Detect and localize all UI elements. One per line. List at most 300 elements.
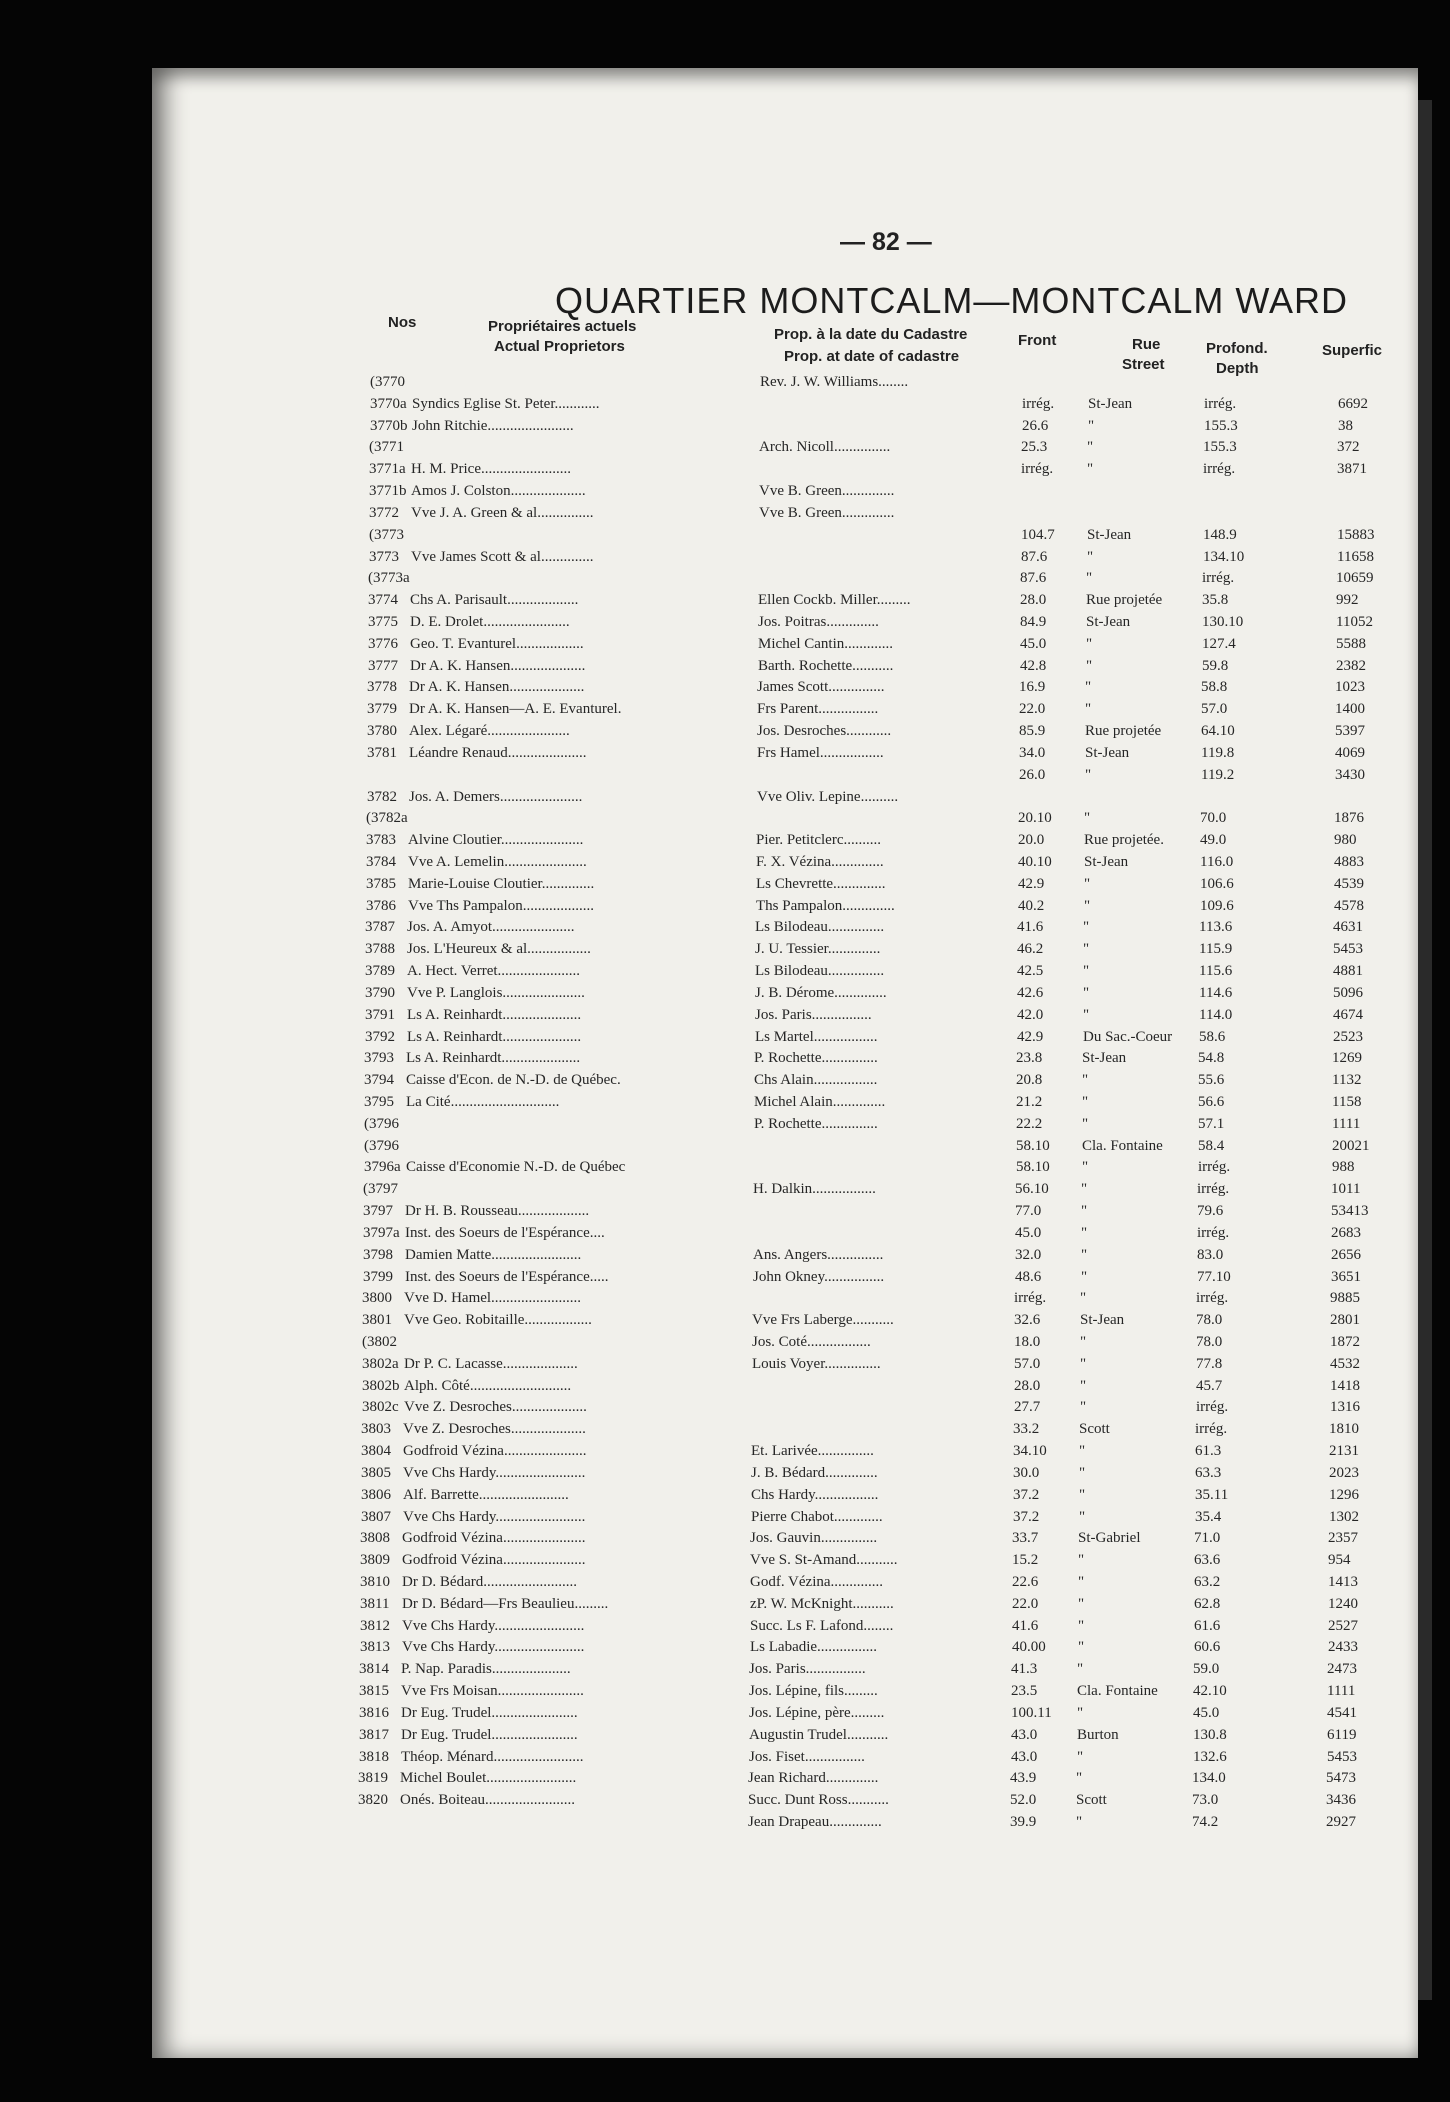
cell-rue: " xyxy=(1087,548,1094,565)
cell-rue: Scott xyxy=(1079,1421,1110,1438)
table-row xyxy=(353,1223,1393,1244)
cell-cad: H. Dalkin................. xyxy=(753,1181,876,1198)
cell-sup: 1418 xyxy=(1330,1377,1360,1394)
cell-name: Inst. des Soeurs de l'Espérance.... xyxy=(405,1224,605,1241)
cell-nos: 3777 xyxy=(368,657,398,674)
cell-depth: 114.0 xyxy=(1199,1006,1233,1023)
cell-front: 22.0 xyxy=(1012,1595,1039,1612)
cell-nos: 3785 xyxy=(366,875,396,892)
cell-depth: 62.8 xyxy=(1194,1595,1221,1612)
cell-cad: Jean Drapeau.............. xyxy=(748,1814,882,1830)
cell-nos: 3814 xyxy=(359,1661,389,1678)
cell-nos: 3813 xyxy=(360,1639,390,1656)
cell-name: Vve Z. Desroches.................... xyxy=(403,1421,586,1438)
cell-cad: Et. Larivée............... xyxy=(751,1443,874,1460)
cell-front: 43.0 xyxy=(1011,1726,1038,1743)
cell-nos: 3784 xyxy=(366,854,396,870)
cell-rue: " xyxy=(1084,810,1091,827)
cell-depth: 77.10 xyxy=(1197,1268,1231,1285)
cell-name: Michel Boulet........................ xyxy=(400,1770,577,1787)
cell-front: 84.9 xyxy=(1020,614,1047,630)
cell-name: Vve Chs Hardy........................ xyxy=(403,1508,586,1525)
cell-rue: " xyxy=(1082,1115,1089,1132)
cell-rue: " xyxy=(1081,1246,1088,1263)
table-row xyxy=(351,1507,1391,1528)
cell-rue: " xyxy=(1078,1639,1085,1656)
cell-sup: 1111 xyxy=(1332,1115,1361,1132)
cell-rue: St-Jean xyxy=(1080,1312,1125,1329)
cell-rue: St-Jean xyxy=(1088,395,1133,412)
cell-front: 40.2 xyxy=(1018,897,1045,914)
cell-front: 34.10 xyxy=(1013,1443,1047,1460)
cell-rue: Du Sac.-Coeur xyxy=(1083,1028,1173,1045)
cell-depth: 74.2 xyxy=(1192,1814,1219,1830)
cell-depth: 59.8 xyxy=(1202,657,1229,674)
cell-front: 18.0 xyxy=(1014,1334,1041,1350)
cell-nos: 3770b xyxy=(370,417,408,434)
header-rue-fr: Rue xyxy=(1132,336,1161,353)
cell-nos: (3773a xyxy=(368,570,410,587)
cell-rue: " xyxy=(1077,1661,1084,1678)
cell-nos: 3793 xyxy=(364,1050,394,1067)
cell-name: Vve Z. Desroches.................... xyxy=(404,1399,587,1416)
table-row xyxy=(352,1288,1392,1309)
cell-depth: 130.8 xyxy=(1193,1726,1227,1743)
table-row xyxy=(351,1441,1391,1462)
cell-front: 26.0 xyxy=(1019,766,1046,783)
cell-sup: 20021 xyxy=(1332,1137,1370,1154)
cell-name: D. E. Drolet....................... xyxy=(410,614,570,630)
cell-front: 43.9 xyxy=(1010,1770,1037,1787)
table-row xyxy=(353,1201,1393,1222)
cell-front: 33.7 xyxy=(1012,1530,1039,1547)
cell-cad: Jean Richard.............. xyxy=(748,1770,879,1787)
cell-name: Amos J. Colston.................... xyxy=(411,483,586,500)
cell-cad: Jos. Poitras.............. xyxy=(758,614,879,630)
cell-front: 32.6 xyxy=(1014,1312,1041,1329)
cell-rue: St-Jean xyxy=(1084,854,1129,870)
table-row xyxy=(358,590,1398,611)
cell-name: Damien Matte........................ xyxy=(405,1246,582,1263)
cell-sup: 5453 xyxy=(1327,1748,1357,1765)
cell-cad: Jos. Desroches............ xyxy=(757,723,892,740)
cell-name: Dr A. K. Hansen.................... xyxy=(409,679,585,696)
table-row xyxy=(359,459,1399,480)
cell-name: Vve A. Lemelin...................... xyxy=(408,854,587,870)
table-row xyxy=(350,1528,1390,1549)
cell-name: Alf. Barrette........................ xyxy=(403,1486,569,1503)
cell-depth: 45.0 xyxy=(1193,1704,1220,1721)
cell-sup: 1240 xyxy=(1328,1595,1358,1612)
cell-nos: 3802b xyxy=(362,1377,400,1394)
cell-front: 16.9 xyxy=(1019,679,1046,696)
table-row xyxy=(349,1725,1389,1746)
cell-rue: " xyxy=(1083,963,1090,980)
cell-depth: 58.4 xyxy=(1198,1137,1225,1154)
page-edge xyxy=(1418,100,1432,2000)
cell-cad: Vve Frs Laberge........... xyxy=(752,1312,894,1329)
cell-rue: " xyxy=(1081,1268,1088,1285)
cell-rue: Rue projetée xyxy=(1085,723,1162,740)
cell-front: 104.7 xyxy=(1021,526,1055,543)
cell-sup: 4881 xyxy=(1333,963,1363,980)
cell-cad: Vve B. Green.............. xyxy=(759,483,895,500)
cell-front: 85.9 xyxy=(1019,723,1046,740)
table-row xyxy=(355,983,1395,1004)
cell-sup: 4883 xyxy=(1334,854,1364,870)
cell-nos: 3772 xyxy=(369,504,399,521)
cell-sup: 15883 xyxy=(1337,526,1375,543)
cell-sup: 4578 xyxy=(1334,897,1364,914)
cell-nos: 3805 xyxy=(361,1464,391,1481)
cell-rue: " xyxy=(1078,1595,1085,1612)
table-row xyxy=(356,874,1396,895)
table-row xyxy=(356,830,1396,851)
cell-nos: (3802 xyxy=(362,1334,397,1350)
cell-front: 48.6 xyxy=(1015,1268,1042,1285)
cell-sup: 38 xyxy=(1338,417,1353,434)
cell-depth: 63.2 xyxy=(1194,1574,1221,1590)
cell-sup: 988 xyxy=(1332,1159,1355,1176)
cell-cad: Frs Parent................ xyxy=(757,701,879,718)
cell-nos: 3770a xyxy=(370,395,407,412)
table-row xyxy=(352,1397,1392,1418)
cell-sup: 1302 xyxy=(1329,1508,1359,1525)
cell-sup: 9885 xyxy=(1330,1290,1360,1307)
cell-nos: 3807 xyxy=(361,1508,391,1525)
cell-depth: 49.0 xyxy=(1200,832,1227,849)
cell-cad: Jos. Gauvin............... xyxy=(750,1530,878,1547)
table-row xyxy=(351,1485,1391,1506)
cell-front: 40.00 xyxy=(1012,1639,1046,1656)
cell-front: irrég. xyxy=(1021,461,1054,478)
cell-name: Vve Geo. Robitaille.................. xyxy=(404,1312,592,1329)
cell-nos: 3783 xyxy=(366,832,396,849)
cell-depth: 83.0 xyxy=(1197,1246,1224,1263)
cell-rue: " xyxy=(1086,635,1093,652)
cell-rue: Cla. Fontaine xyxy=(1082,1137,1163,1154)
cell-nos: 3802c xyxy=(362,1399,399,1416)
table-row xyxy=(349,1747,1389,1768)
cell-depth: 132.6 xyxy=(1193,1748,1227,1765)
cell-nos: 3789 xyxy=(365,963,395,980)
cell-depth: 155.3 xyxy=(1204,417,1238,434)
cell-rue: Rue projetée. xyxy=(1084,832,1164,849)
cell-rue: " xyxy=(1080,1399,1087,1416)
cell-rue: " xyxy=(1081,1203,1088,1220)
cell-nos: 3786 xyxy=(366,897,396,914)
cell-nos: 3799 xyxy=(363,1268,393,1285)
table-row xyxy=(350,1637,1390,1658)
cell-depth: irrég. xyxy=(1202,570,1235,587)
cell-nos: 3794 xyxy=(364,1072,394,1089)
cell-depth: 130.10 xyxy=(1202,614,1244,630)
cell-front: 43.0 xyxy=(1011,1748,1038,1765)
cell-name: Vve Chs Hardy........................ xyxy=(403,1464,586,1481)
cell-front: 28.0 xyxy=(1020,592,1047,609)
cell-name: Vve James Scott & al.............. xyxy=(411,548,594,565)
cell-cad: James Scott............... xyxy=(757,679,885,696)
cell-rue: " xyxy=(1078,1617,1085,1634)
table-row xyxy=(350,1616,1390,1637)
cell-front: 30.0 xyxy=(1013,1464,1040,1481)
table-row xyxy=(356,896,1396,917)
cell-cad: F. X. Vézina.............. xyxy=(756,854,884,870)
cell-cad: Ls Bilodeau............... xyxy=(755,919,885,936)
cell-front: 58.10 xyxy=(1016,1137,1050,1154)
table-row xyxy=(354,1114,1394,1135)
cell-depth: 114.6 xyxy=(1199,984,1233,1001)
cell-depth: 42.10 xyxy=(1193,1683,1227,1700)
cell-front: 42.5 xyxy=(1017,963,1044,980)
cell-cad: Louis Voyer............... xyxy=(752,1355,881,1372)
table-row xyxy=(357,765,1397,786)
cell-cad: Rev. J. W. Williams........ xyxy=(760,374,909,390)
cell-name: Dr D. Bédard......................... xyxy=(402,1574,577,1590)
cell-depth: 113.6 xyxy=(1199,919,1233,936)
cell-name: Vve Chs Hardy........................ xyxy=(402,1639,585,1656)
cell-front: 39.9 xyxy=(1010,1814,1037,1830)
cell-name: Vve J. A. Green & al............... xyxy=(411,504,594,521)
cell-sup: 372 xyxy=(1337,439,1360,456)
cell-name: Godfroid Vézina...................... xyxy=(403,1443,587,1460)
table-row xyxy=(357,721,1397,742)
cell-front: 27.7 xyxy=(1014,1399,1041,1416)
cell-rue: " xyxy=(1082,1094,1089,1110)
cell-sup: 4674 xyxy=(1333,1006,1363,1023)
table-row xyxy=(357,787,1397,808)
cell-cad: Vve B. Green.............. xyxy=(759,504,895,521)
table-row xyxy=(353,1267,1393,1288)
cell-cad: Frs Hamel................. xyxy=(757,744,884,761)
cell-rue: " xyxy=(1080,1290,1087,1307)
cell-front: 34.0 xyxy=(1019,744,1046,761)
cell-rue: " xyxy=(1080,1377,1087,1394)
cell-nos: 3779 xyxy=(367,701,397,718)
cell-nos: 3792 xyxy=(365,1028,395,1045)
cell-nos: 3787 xyxy=(365,919,395,936)
table-row xyxy=(360,372,1400,393)
cell-depth: 78.0 xyxy=(1196,1334,1223,1350)
cell-depth: irrég. xyxy=(1195,1421,1228,1438)
cell-cad: Arch. Nicoll............... xyxy=(759,439,891,456)
cell-rue: " xyxy=(1080,1355,1087,1372)
cell-sup: 1111 xyxy=(1327,1683,1356,1700)
cell-front: 46.2 xyxy=(1017,941,1044,958)
header-rue-en: Street xyxy=(1122,356,1165,373)
cell-depth: 148.9 xyxy=(1203,526,1237,543)
cell-nos: 3771a xyxy=(369,461,406,478)
cell-front: 40.10 xyxy=(1018,854,1052,870)
cell-nos: 3791 xyxy=(365,1006,395,1023)
cell-depth: 35.8 xyxy=(1202,592,1229,609)
cell-cad: Ths Pampalon.............. xyxy=(756,897,895,914)
cell-name: Ls A. Reinhardt..................... xyxy=(406,1050,581,1067)
cell-front: 23.5 xyxy=(1011,1683,1038,1700)
cell-sup: 10659 xyxy=(1336,570,1374,587)
cell-depth: 63.3 xyxy=(1195,1464,1222,1481)
cell-nos: 3801 xyxy=(362,1312,392,1329)
cell-cad: Jos. Paris................ xyxy=(749,1661,866,1678)
cell-name: A. Hect. Verret...................... xyxy=(407,963,581,980)
cell-depth: 115.9 xyxy=(1199,941,1233,958)
cell-nos: 3795 xyxy=(364,1094,394,1110)
cell-name: Chs A. Parisault................... xyxy=(410,592,579,609)
cell-rue: Scott xyxy=(1076,1792,1107,1809)
cell-front: 45.0 xyxy=(1020,635,1047,652)
table-row xyxy=(352,1354,1392,1375)
cell-depth: irrég. xyxy=(1196,1399,1229,1416)
cell-front: 42.6 xyxy=(1017,984,1044,1001)
cell-nos: 3816 xyxy=(359,1704,389,1721)
cell-sup: 2927 xyxy=(1326,1814,1356,1830)
cell-name: Vve Chs Hardy........................ xyxy=(402,1617,585,1634)
cell-name: La Cité............................. xyxy=(406,1094,560,1110)
table-row xyxy=(351,1463,1391,1484)
cell-name: Alex. Légaré...................... xyxy=(409,723,570,740)
cell-depth: 127.4 xyxy=(1202,635,1236,652)
cell-front: 20.0 xyxy=(1018,832,1045,849)
table-row xyxy=(359,503,1399,524)
cell-sup: 11052 xyxy=(1336,614,1373,630)
cell-nos: (3782a xyxy=(366,810,408,827)
cell-name: Jos. A. Amyot...................... xyxy=(407,919,575,936)
cell-rue: " xyxy=(1087,461,1094,478)
cell-rue: " xyxy=(1080,1334,1087,1350)
cell-depth: 63.6 xyxy=(1194,1552,1221,1569)
cell-name: Onés. Boiteau........................ xyxy=(400,1792,575,1809)
cell-front: irrég. xyxy=(1022,395,1055,412)
header-owner-en: Actual Proprietors xyxy=(494,338,625,355)
header-depth-fr: Profond. xyxy=(1206,340,1268,357)
cell-front: 52.0 xyxy=(1010,1792,1037,1809)
cell-depth: 109.6 xyxy=(1200,897,1234,914)
cell-sup: 2523 xyxy=(1333,1028,1363,1045)
cell-name: Dr Eug. Trudel....................... xyxy=(401,1704,578,1721)
cell-depth: 134.10 xyxy=(1203,548,1245,565)
cell-depth: 73.0 xyxy=(1192,1792,1219,1809)
cell-sup: 5473 xyxy=(1326,1770,1356,1787)
cell-nos: 3797a xyxy=(363,1224,400,1241)
cell-name: Ls A. Reinhardt..................... xyxy=(407,1028,582,1045)
cell-sup: 992 xyxy=(1336,592,1359,609)
cell-sup: 5397 xyxy=(1335,723,1365,740)
cell-nos: 3771b xyxy=(369,483,407,500)
cell-depth: irrég. xyxy=(1196,1290,1229,1307)
cell-cad: Barth. Rochette........... xyxy=(758,657,894,674)
cell-depth: irrég. xyxy=(1204,395,1237,412)
cell-rue: " xyxy=(1081,1181,1088,1198)
cell-rue: " xyxy=(1084,897,1091,914)
table-row xyxy=(349,1659,1389,1680)
cell-nos: 3778 xyxy=(367,679,397,696)
cell-nos: 3775 xyxy=(368,614,398,630)
cell-name: P. Nap. Paradis..................... xyxy=(401,1661,571,1678)
cell-rue: " xyxy=(1082,1159,1089,1176)
cell-nos: 3800 xyxy=(362,1290,392,1307)
cell-front: 41.3 xyxy=(1011,1661,1038,1678)
cell-rue: " xyxy=(1083,984,1090,1001)
cell-cad: Ls Chevrette.............. xyxy=(756,875,886,892)
cell-rue: " xyxy=(1076,1814,1083,1830)
cell-front: 100.11 xyxy=(1011,1704,1052,1721)
cell-sup: 1876 xyxy=(1334,810,1364,827)
cell-cad: P. Rochette............... xyxy=(754,1050,878,1067)
cell-depth: 70.0 xyxy=(1200,810,1227,827)
cell-front: 20.10 xyxy=(1018,810,1052,827)
cell-rue: " xyxy=(1077,1748,1084,1765)
cell-depth: 115.6 xyxy=(1199,963,1233,980)
table-row xyxy=(360,416,1400,437)
cell-nos: 3781 xyxy=(367,744,397,761)
header-owner-fr: Propriétaires actuels xyxy=(488,318,637,335)
cell-nos: (3770 xyxy=(370,374,405,390)
cell-cad: Chs Hardy................. xyxy=(751,1486,879,1503)
cell-name: Alph. Côté........................... xyxy=(404,1377,572,1394)
cell-depth: 55.6 xyxy=(1198,1072,1225,1089)
cell-nos: 3802a xyxy=(362,1355,399,1372)
cell-name: Dr P. C. Lacasse.................... xyxy=(404,1355,578,1372)
cell-name: Syndics Eglise St. Peter............ xyxy=(412,395,600,412)
cell-sup: 2433 xyxy=(1328,1639,1358,1656)
cell-rue: " xyxy=(1078,1552,1085,1569)
table-row xyxy=(357,677,1397,698)
cell-sup: 1158 xyxy=(1332,1094,1362,1110)
cell-cad: Jos. Paris................ xyxy=(755,1006,872,1023)
cell-cad: Chs Alain................. xyxy=(754,1072,878,1089)
cell-nos: 3815 xyxy=(359,1683,389,1700)
cell-rue: " xyxy=(1076,1770,1083,1787)
cell-nos: 3806 xyxy=(361,1486,391,1503)
cell-front: 15.2 xyxy=(1012,1552,1039,1569)
cell-nos: 3797 xyxy=(363,1203,393,1220)
cell-sup: 1023 xyxy=(1335,679,1365,696)
cell-rue: " xyxy=(1083,1006,1090,1023)
cell-front: 42.0 xyxy=(1017,1006,1044,1023)
cell-name: John Ritchie....................... xyxy=(412,417,574,434)
cell-rue: " xyxy=(1083,919,1090,936)
cell-name: Vve D. Hamel........................ xyxy=(404,1290,582,1307)
cell-front: 33.2 xyxy=(1013,1421,1040,1438)
cell-front: 25.3 xyxy=(1021,439,1048,456)
cell-depth: 58.8 xyxy=(1201,679,1228,696)
table-row xyxy=(350,1572,1390,1593)
cell-name: Dr A. K. Hansen.................... xyxy=(410,657,586,674)
table-row xyxy=(359,481,1399,502)
cell-rue: " xyxy=(1085,701,1092,718)
table-row xyxy=(357,699,1397,720)
cell-front: 22.0 xyxy=(1019,701,1046,718)
cell-name: Caisse d'Econ. de N.-D. de Québec. xyxy=(406,1072,621,1089)
cell-sup: 2131 xyxy=(1329,1443,1359,1460)
cell-depth: 134.0 xyxy=(1192,1770,1226,1787)
cell-depth: irrég. xyxy=(1203,461,1236,478)
cell-rue: " xyxy=(1085,679,1092,696)
table-row xyxy=(355,1005,1395,1026)
table-row xyxy=(348,1790,1388,1811)
cell-cad: J. B. Bédard.............. xyxy=(751,1464,878,1481)
cell-sup: 3436 xyxy=(1326,1792,1356,1809)
cell-name: Léandre Renaud..................... xyxy=(409,744,587,761)
table-row xyxy=(350,1550,1390,1571)
cell-front: 23.8 xyxy=(1016,1050,1043,1067)
cell-front: 22.6 xyxy=(1012,1574,1039,1590)
cell-cad: Jos. Fiset................ xyxy=(749,1748,865,1765)
cell-cad: Ellen Cockb. Miller......... xyxy=(758,592,911,609)
cell-name: Vve P. Langlois...................... xyxy=(407,984,585,1001)
cell-front: 87.6 xyxy=(1021,548,1048,565)
cell-sup: 1296 xyxy=(1329,1486,1359,1503)
